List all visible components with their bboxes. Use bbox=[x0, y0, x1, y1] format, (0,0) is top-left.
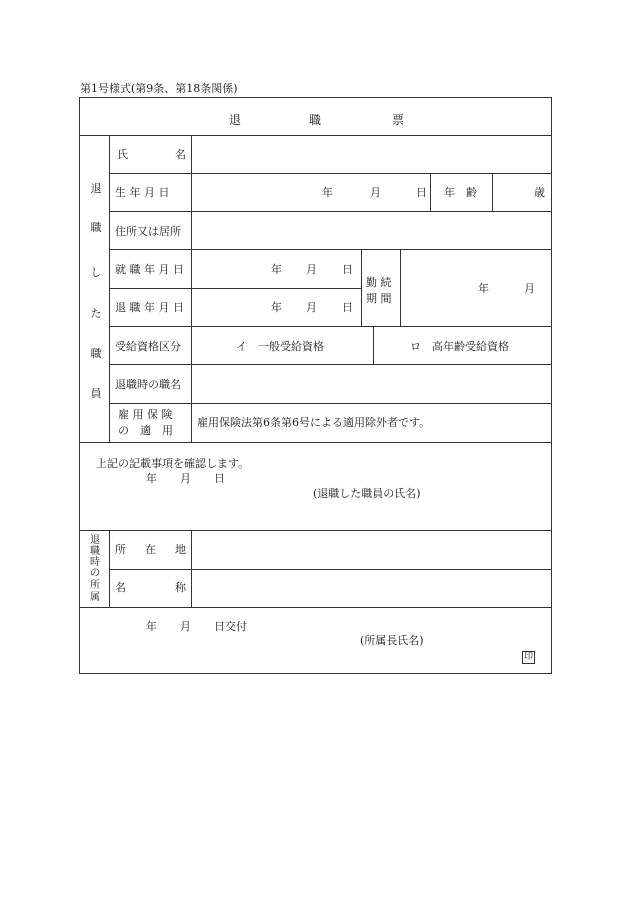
location-label: 所 bbox=[115, 543, 126, 556]
eligibility-general: イ 一般受給資格 bbox=[236, 340, 324, 353]
divider bbox=[109, 211, 552, 212]
side-label-char: た bbox=[90, 307, 102, 320]
divider bbox=[400, 249, 401, 326]
insurance-label: 雇 用 保 険 bbox=[118, 408, 173, 421]
side-label-char: 職 bbox=[90, 347, 102, 360]
divider bbox=[109, 326, 552, 327]
side-label-char: 退 bbox=[90, 182, 102, 195]
form-number-caption: 第1号様式(第9条、第18条関係) bbox=[80, 82, 238, 95]
age-label: 年 齢 bbox=[444, 186, 477, 199]
birth-month-unit: 月 bbox=[370, 186, 381, 199]
service-month-unit: 月 bbox=[524, 282, 535, 295]
divider bbox=[430, 173, 431, 211]
issue-day-label: 日交付 bbox=[214, 620, 247, 633]
divider bbox=[109, 288, 361, 289]
affiliation-side-char: 属 bbox=[90, 592, 100, 603]
side-label-char: 職 bbox=[90, 221, 102, 234]
seal-mark: 印 bbox=[523, 652, 533, 662]
retire-month-unit: 月 bbox=[306, 301, 317, 314]
divider bbox=[79, 442, 552, 443]
insurance-label: の 適 用 bbox=[118, 424, 173, 437]
divider bbox=[109, 569, 552, 570]
divider bbox=[109, 403, 552, 404]
divider bbox=[373, 326, 374, 364]
head-signature-label: (所属長氏名) bbox=[360, 634, 424, 647]
divider bbox=[79, 135, 552, 136]
hire-year-unit: 年 bbox=[271, 263, 282, 276]
retire-day-unit: 日 bbox=[342, 301, 353, 314]
confirm-month-unit: 月 bbox=[180, 472, 191, 485]
retire-year-unit: 年 bbox=[271, 301, 282, 314]
side-label-char: し bbox=[90, 266, 102, 279]
org-name-label: 称 bbox=[175, 581, 186, 594]
divider bbox=[109, 364, 552, 365]
divider bbox=[79, 530, 552, 531]
service-year-unit: 年 bbox=[478, 282, 489, 295]
affiliation-side-char: 職 bbox=[90, 546, 100, 557]
divider bbox=[109, 249, 552, 250]
title-char: 退 bbox=[229, 113, 242, 127]
divider bbox=[361, 249, 362, 326]
birth-date-label: 生 年 月 日 bbox=[115, 186, 170, 199]
hire-day-unit: 日 bbox=[342, 263, 353, 276]
divider bbox=[191, 530, 192, 607]
affiliation-side-char: 時 bbox=[90, 557, 100, 568]
position-label: 退職時の職名 bbox=[115, 378, 181, 391]
divider bbox=[109, 173, 552, 174]
insurance-value: 雇用保険法第6条第6号による適用除外者です。 bbox=[197, 416, 431, 429]
hire-month-unit: 月 bbox=[306, 263, 317, 276]
birth-year-unit: 年 bbox=[322, 186, 333, 199]
location-label: 在 bbox=[145, 543, 156, 556]
eligibility-senior: ロ 高年齢受給資格 bbox=[410, 340, 509, 353]
affiliation-side-char: 所 bbox=[90, 580, 100, 591]
issue-month-unit: 月 bbox=[180, 620, 191, 633]
divider bbox=[109, 135, 110, 442]
service-period-label: 期 間 bbox=[366, 292, 392, 305]
divider bbox=[191, 135, 192, 442]
hire-date-label: 就 職 年 月 日 bbox=[115, 263, 184, 276]
address-label: 住所又は居所 bbox=[115, 225, 181, 238]
retire-date-label: 退 職 年 月 日 bbox=[115, 301, 184, 314]
affiliation-side-char: 退 bbox=[90, 535, 100, 546]
employee-signature-label: (退職した職員の氏名) bbox=[313, 487, 421, 500]
divider bbox=[109, 530, 110, 607]
issue-year-unit: 年 bbox=[146, 620, 157, 633]
divider bbox=[492, 173, 493, 211]
name-label: 名 bbox=[175, 148, 186, 161]
side-label-char: 員 bbox=[90, 387, 102, 400]
org-name-label: 名 bbox=[115, 581, 126, 594]
eligibility-label: 受給資格区分 bbox=[115, 340, 181, 353]
age-unit: 歳 bbox=[534, 186, 545, 199]
divider bbox=[79, 607, 552, 608]
affiliation-side-char: の bbox=[90, 568, 100, 579]
title-char: 票 bbox=[392, 113, 405, 127]
service-period-label: 勤 続 bbox=[366, 276, 392, 289]
confirm-year-unit: 年 bbox=[146, 472, 157, 485]
location-label: 地 bbox=[175, 543, 186, 556]
name-label: 氏 bbox=[117, 148, 128, 161]
confirm-text: 上記の記載事項を確認します。 bbox=[96, 457, 250, 470]
confirm-day-unit: 日 bbox=[214, 472, 225, 485]
title-char: 職 bbox=[309, 113, 322, 127]
birth-day-unit: 日 bbox=[416, 186, 427, 199]
